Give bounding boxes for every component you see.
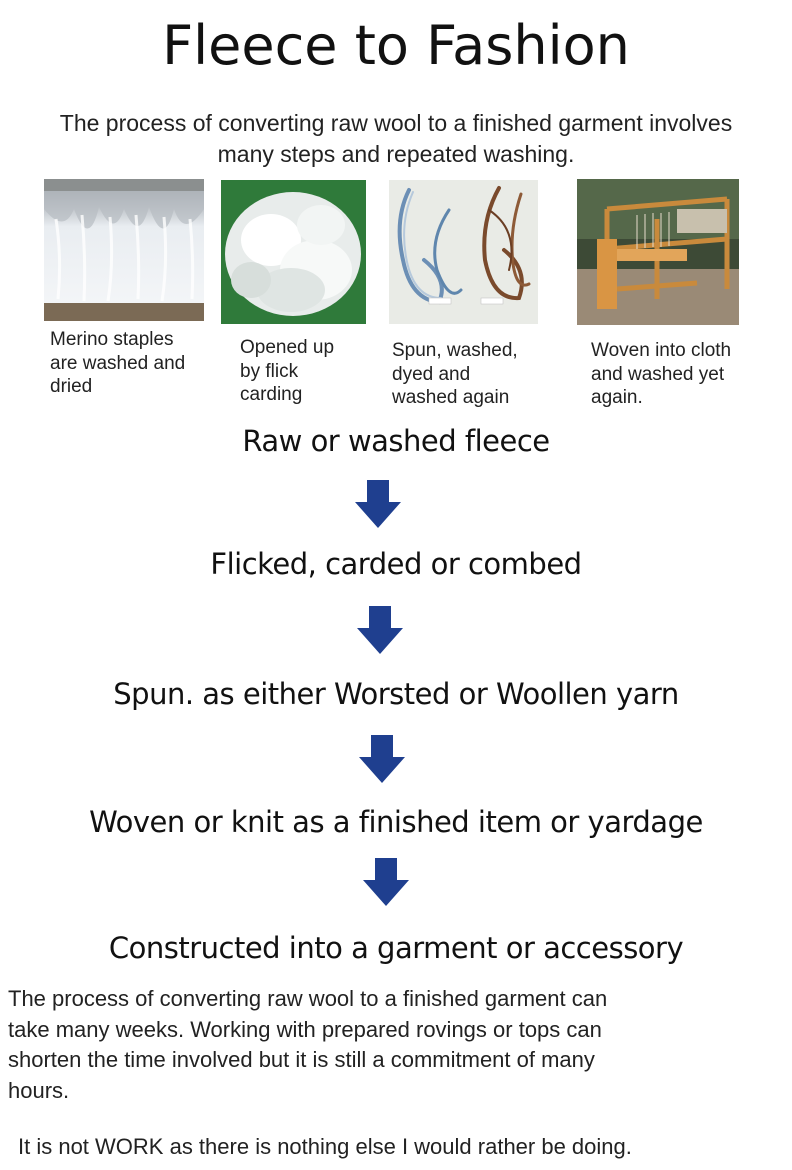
yarn-photo (389, 180, 538, 324)
process-step-raw-fleece: Raw or washed fleece (242, 424, 550, 458)
caption-line: Woven into cloth (591, 340, 732, 361)
carded-wool-photo (221, 180, 366, 324)
outro-paragraph (8, 984, 788, 1106)
page-title: Fleece to Fashion (162, 14, 630, 77)
photo-caption (591, 339, 731, 410)
outro-line: hours. (8, 1077, 70, 1103)
loom-photo (577, 179, 739, 325)
process-step-constructed: Constructed into a garment or accessory (108, 931, 684, 965)
caption-line: again. (591, 387, 643, 408)
down-arrow-icon (357, 606, 403, 659)
photo-caption (240, 336, 334, 407)
intro-line: The process of converting raw wool to a finished garment involves (59, 110, 733, 136)
process-step-carded: Flicked, carded or combed (210, 547, 582, 581)
process-step-woven: Woven or knit as a finished item or yardage (89, 805, 703, 839)
caption-line: Merino staples (50, 329, 174, 350)
outro-line: shorten the time involved but it is still a commitment of many (8, 1047, 595, 1072)
photo-caption (50, 328, 185, 399)
caption-line: are washed and (50, 352, 186, 374)
intro-line: many steps and repeated washing. (217, 141, 575, 167)
caption-line: Opened up (240, 337, 335, 358)
caption-line: washed again (392, 387, 510, 408)
wool-staples-photo (44, 179, 204, 321)
intro-text (0, 108, 792, 170)
caption-line: and washed yet (591, 363, 725, 385)
caption-line: Spun, washed, (392, 340, 518, 361)
outro-line: The process of converting raw wool to a finished garment can (8, 986, 608, 1011)
outro-line: take many weeks. Working with prepared rovings or tops can (8, 1016, 602, 1042)
down-arrow-icon (363, 858, 409, 911)
process-step-spun: Spun. as either Worsted or Woollen yarn (113, 677, 679, 711)
caption-line: dyed and (392, 363, 471, 385)
down-arrow-icon (355, 480, 401, 533)
down-arrow-icon (359, 735, 405, 788)
caption-line: by flick (240, 360, 299, 382)
caption-line: dried (50, 376, 93, 397)
photo-caption (392, 339, 518, 410)
caption-line: carding (240, 384, 303, 405)
closing-statement: It is not WORK as there is nothing else I would rather be doing. (18, 1134, 632, 1159)
